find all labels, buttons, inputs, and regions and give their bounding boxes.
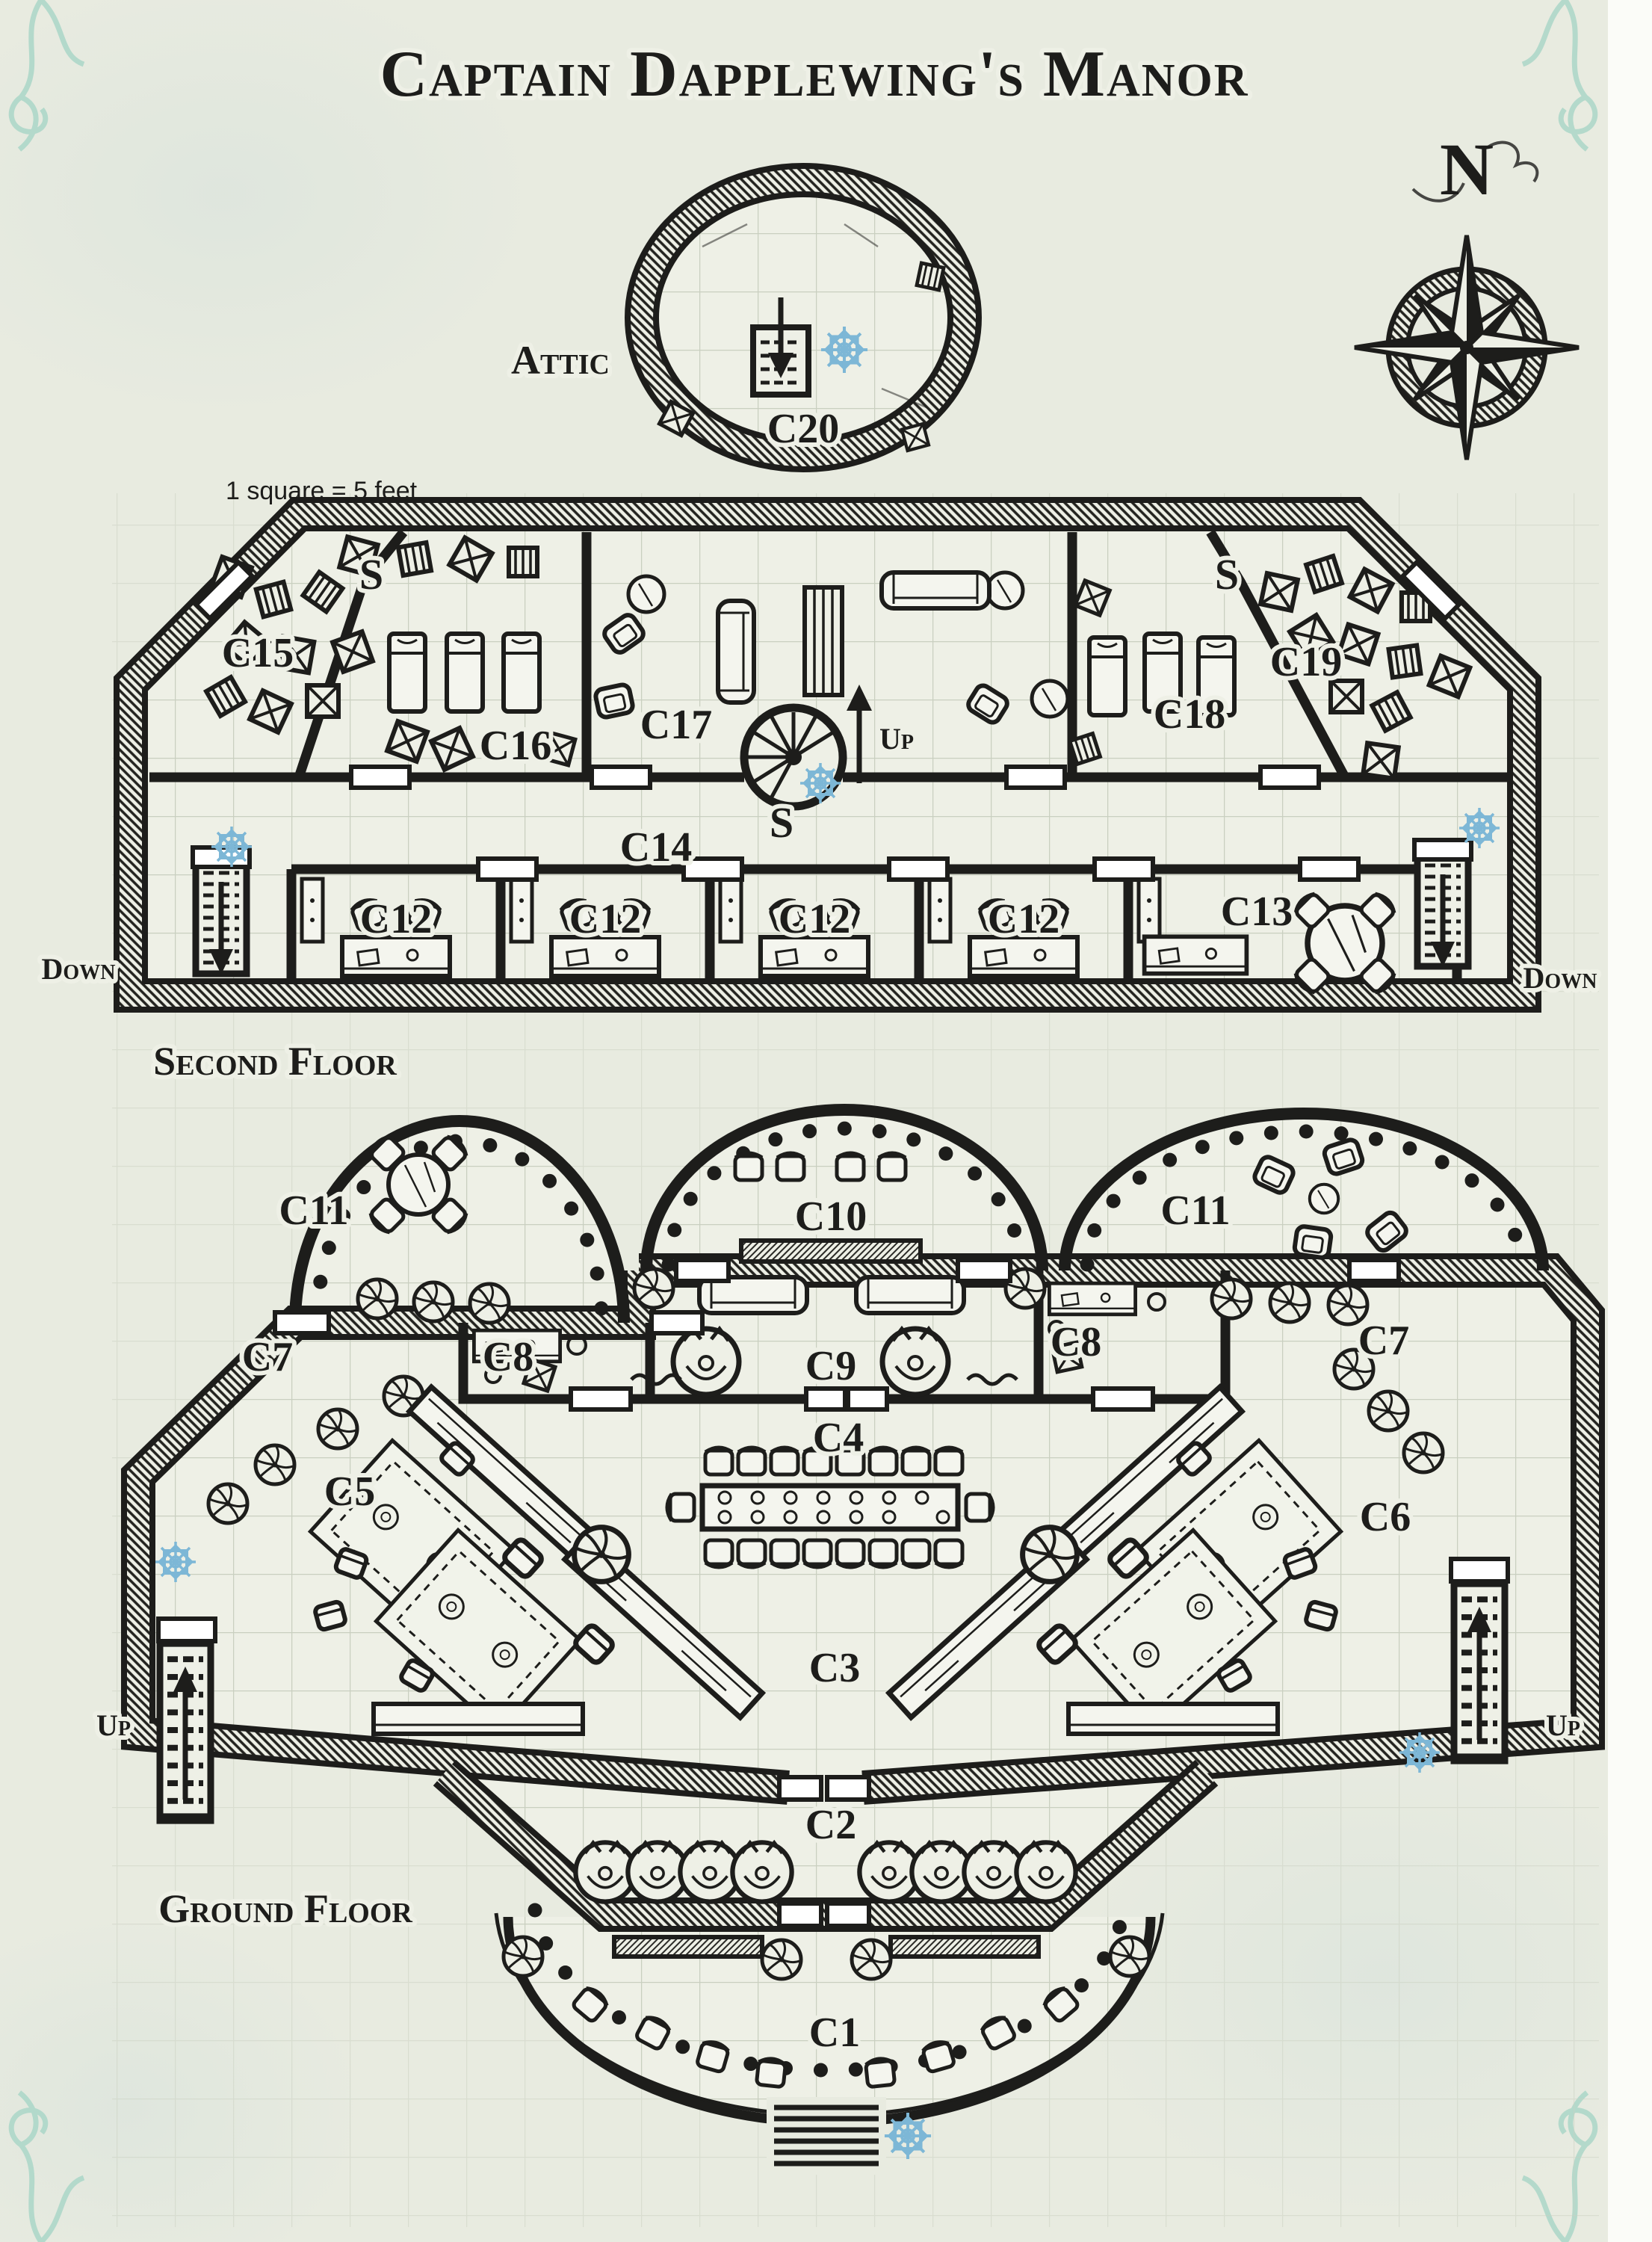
- second-floor-plan: [42, 514, 1597, 1084]
- room-label-c19: C19: [1269, 639, 1343, 685]
- room-label-c11: C11: [279, 1188, 349, 1234]
- crate-icon: [1070, 734, 1101, 765]
- planter-icon: [741, 1241, 921, 1261]
- compass-rose-icon: [1355, 128, 1579, 460]
- corner-flourish-icon: [1523, 0, 1595, 149]
- plant-icon: [1212, 1279, 1251, 1318]
- armchair-icon: [1294, 1226, 1332, 1259]
- room-label-c18: C18: [1153, 691, 1226, 738]
- room-label-c8: C8: [1050, 1319, 1102, 1365]
- plant-icon: [1369, 1392, 1408, 1430]
- side-table-icon: [1310, 1185, 1338, 1213]
- room-label-c4: C4: [812, 1415, 864, 1461]
- room-label-c9: C9: [805, 1343, 857, 1389]
- bed-icon: [504, 634, 539, 711]
- room-label-c12: C12: [778, 896, 851, 942]
- crate-icon: [902, 424, 929, 451]
- room-label-c1: C1: [808, 2010, 861, 2056]
- room-label-c6: C6: [1359, 1494, 1411, 1540]
- plant-icon: [208, 1484, 247, 1523]
- room-label-c10: C10: [794, 1193, 867, 1240]
- room-label-c11: C11: [1160, 1188, 1231, 1234]
- chair-icon: [777, 1153, 804, 1180]
- bed-icon: [447, 634, 483, 711]
- crate-icon: [917, 263, 944, 290]
- room-label-c15: C15: [221, 630, 294, 676]
- floor-label-ground: Ground Floor: [158, 1886, 412, 1931]
- room-label-c12: C12: [569, 896, 642, 942]
- plant-icon: [256, 1445, 294, 1484]
- shelf-icon: [1049, 1283, 1135, 1315]
- plant-icon: [1404, 1433, 1443, 1472]
- attic-plan: [511, 180, 965, 455]
- side-table-icon: [628, 576, 664, 612]
- room-label-c12: C12: [987, 896, 1060, 942]
- armchair-icon: [595, 684, 634, 719]
- side-table-icon: [1032, 681, 1068, 717]
- page-edge-strip: [1608, 0, 1652, 2242]
- bench-icon: [856, 1277, 964, 1313]
- stairs-down-label: Down: [1523, 961, 1597, 995]
- stairs-up-label: Up: [1546, 1708, 1580, 1742]
- snowflake-icon: [821, 327, 867, 373]
- room-label-c14: C14: [619, 824, 693, 871]
- floor-label-second: Second Floor: [153, 1039, 397, 1084]
- snowflake-icon: [1459, 808, 1500, 848]
- lion-statue-icon: [882, 1329, 948, 1395]
- cabinet-icon: [805, 587, 842, 695]
- room-label-c3: C3: [808, 1645, 861, 1691]
- plant-icon: [575, 1528, 629, 1582]
- plant-icon: [318, 1409, 357, 1448]
- entrance-steps: [767, 2097, 886, 2175]
- scale-note: 1 square = 5 feet: [226, 477, 418, 505]
- couch-icon: [718, 601, 754, 702]
- plant-icon: [414, 1282, 453, 1321]
- room-label-c12: C12: [359, 896, 433, 942]
- secret-door-marker: S: [769, 798, 794, 847]
- side-table-icon: [987, 572, 1023, 608]
- snowflake-icon: [800, 763, 841, 803]
- stairs-down-label: Down: [41, 952, 116, 986]
- secret-door-marker: S: [1214, 550, 1240, 599]
- stairs-up-label: Up: [879, 722, 914, 756]
- plant-icon: [634, 1269, 673, 1308]
- plant-icon: [1023, 1528, 1077, 1582]
- room-label-c16: C16: [479, 723, 552, 769]
- floor-label-attic: Attic: [511, 338, 610, 383]
- snowflake-icon: [1399, 1732, 1440, 1773]
- snowflake-icon: [155, 1542, 196, 1582]
- room-label-c20: C20: [767, 406, 840, 452]
- room-label-c17: C17: [640, 702, 713, 748]
- lion-statue-icon: [673, 1329, 739, 1395]
- compass-north-label: N: [1439, 128, 1494, 211]
- bed-icon: [389, 634, 425, 711]
- couch-icon: [882, 572, 989, 608]
- snowflake-icon: [211, 827, 252, 867]
- room-label-c5: C5: [324, 1469, 376, 1515]
- chair-icon: [735, 1153, 762, 1180]
- room-label-c7: C7: [241, 1334, 294, 1380]
- plant-icon: [358, 1279, 397, 1318]
- dining-set: [667, 1448, 993, 1567]
- room-label-c8: C8: [482, 1334, 534, 1380]
- chair-icon: [879, 1153, 906, 1180]
- room-label-c7: C7: [1358, 1318, 1410, 1364]
- page-title: Captain Dapplewing's Manor: [380, 38, 1249, 111]
- room-label-c2: C2: [805, 1802, 857, 1848]
- room-label-c13: C13: [1220, 889, 1293, 935]
- round-table-icon: [389, 1155, 448, 1214]
- stairs-up-label: Up: [96, 1708, 131, 1742]
- secret-door-marker: S: [359, 550, 384, 599]
- plant-icon: [470, 1284, 509, 1323]
- snowflake-icon: [885, 2113, 931, 2159]
- bed-icon: [1089, 637, 1125, 715]
- plant-icon: [1270, 1283, 1309, 1322]
- chair-icon: [837, 1153, 864, 1180]
